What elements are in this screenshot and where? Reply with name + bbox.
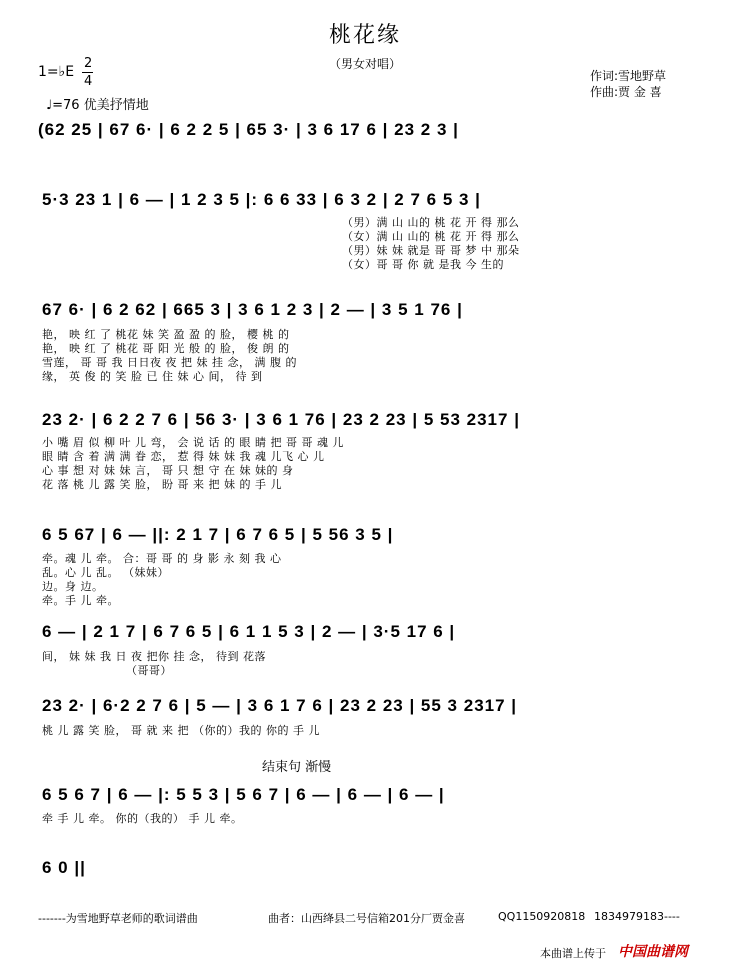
site-logo: 中国曲谱网 xyxy=(618,944,688,960)
lyric-line: 花 落 桃 儿 露 笑 脸， 盼 哥 来 把 妹 的 手 儿 xyxy=(42,478,282,491)
notation-line: 23 2· | 6 2 2 7 6 | 56 3· | 3 6 1 76 | 23 2 23 | 5 53 2317 | xyxy=(42,410,520,429)
lyric-line: （女）哥 哥 你 就 是我 今 生的 xyxy=(342,258,504,271)
notation-line: 5·3 23 1 | 6 — | 1 2 3 5 |: 6 6 33 | 6 3 2 | 2 7 6 5 3 | xyxy=(42,190,481,209)
lyric-line: 小 嘴 眉 似 柳 叶 儿 弯， 会 说 话 的 眼 睛 把 哥 哥 魂 儿 xyxy=(42,436,344,449)
notation-line: (62 25 | 67 6· | 6 2 2 5 | 65 3· | 3 6 17 6 | 23 2 3 | xyxy=(38,120,459,139)
lyric-line: （女）满 山 山的 桃 花 开 得 那么 xyxy=(342,230,520,243)
time-signature-top: 2 xyxy=(84,56,93,71)
lyric-line: 眼 睛 含 着 满 满 眷 恋， 惹 得 妹 妹 我 魂 儿飞 心 儿 xyxy=(42,450,325,463)
lyric-line: 艳， 映 红 了 桃花 哥 阳 光 般 的 脸， 俊 朗 的 xyxy=(42,342,290,355)
lyric-line: 间， 妹 妹 我 日 夜 把你 挂 念， 待到 花落 xyxy=(42,650,266,663)
lyric-line: 桃 儿 露 笑 脸， 哥 就 来 把 （你的）我的 你的 手 儿 xyxy=(42,724,320,737)
lyricist-credit: 作词:雪地野草 xyxy=(590,69,667,83)
lyric-line: 牵。手 儿 牵。 xyxy=(42,594,119,607)
upload-note: 本曲谱上传于 xyxy=(540,947,606,960)
time-signature-bottom: 4 xyxy=(84,74,93,89)
annotation: 结束句 渐慢 xyxy=(262,760,332,775)
time-signature-line xyxy=(82,72,93,73)
notation-line: 6 0 || xyxy=(42,858,86,877)
composer-credit: 作曲:贾 金 喜 xyxy=(590,85,662,99)
lyric-line: （男）妹 妹 就是 哥 哥 梦 中 那朵 xyxy=(342,244,520,257)
lyric-line: （哥哥） xyxy=(126,664,172,677)
page-subtitle: （男女对唱） xyxy=(328,57,401,71)
lyric-line: 乱。心 儿 乱。 （妹妹） xyxy=(42,566,169,579)
lyric-line: 艳， 映 红 了 桃花 妹 笑 盈 盈 的 脸， 樱 桃 的 xyxy=(42,328,290,341)
footer-qq: QQ1150920818 xyxy=(498,910,586,923)
tempo-marking: ♩=76 优美抒情地 xyxy=(46,98,149,113)
notation-line: 6 5 67 | 6 — ||: 2 1 7 | 6 7 6 5 | 5 56 3 5 | xyxy=(42,525,394,544)
lyric-line: 边。身 边。 xyxy=(42,580,104,593)
footer-composer: 曲者：山西绛县二号信箱201分厂贾金喜 xyxy=(268,912,465,925)
key-signature: 1=♭E xyxy=(38,64,75,80)
page-title: 桃花缘 xyxy=(328,23,401,48)
lyric-line: 缘， 英 俊 的 笑 脸 已 住 妹 心 间， 待 到 xyxy=(42,370,263,383)
notation-line: 23 2· | 6·2 2 7 6 | 5 — | 3 6 1 7 6 | 23 2 23 | 55 3 2317 | xyxy=(42,696,518,715)
lyric-line: 雪莲， 哥 哥 我 日日夜 夜 把 妹 挂 念， 满 腹 的 xyxy=(42,356,297,369)
lyric-line: 牵 手 儿 牵。 你的（我的） 手 儿 牵。 xyxy=(42,812,243,825)
footer-note: -------为雪地野草老师的歌词谱曲 xyxy=(38,912,198,925)
lyric-line: （男）满 山 山的 桃 花 开 得 那么 xyxy=(342,216,520,229)
lyric-line: 牵。魂 儿 牵。 合：哥 哥 的 身 影 永 刻 我 心 xyxy=(42,552,282,565)
lyric-line: 心 事 想 对 妹 妹 言， 哥 只 想 守 在 妹 妹的 身 xyxy=(42,464,294,477)
footer-phone: 1834979183---- xyxy=(594,910,680,923)
notation-line: 6 5 6 7 | 6 — |: 5 5 3 | 5 6 7 | 6 — | 6 — | 6 — | xyxy=(42,785,445,804)
notation-line: 6 — | 2 1 7 | 6 7 6 5 | 6 1 1 5 3 | 2 — | 3·5 17 6 | xyxy=(42,622,456,641)
notation-line: 67 6· | 6 2 62 | 665 3 | 3 6 1 2 3 | 2 — | 3 5 1 76 | xyxy=(42,300,463,319)
